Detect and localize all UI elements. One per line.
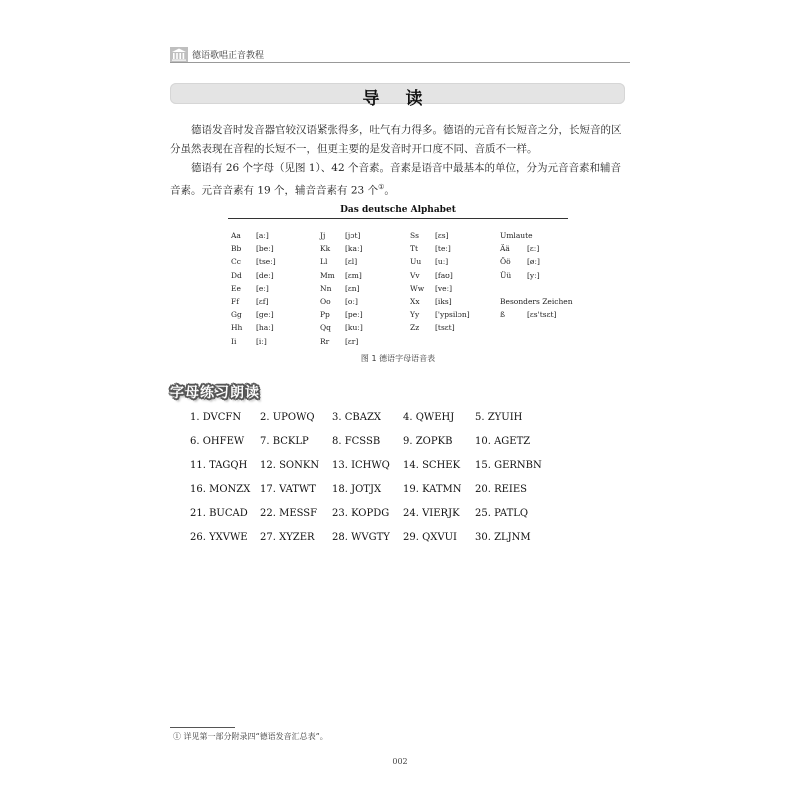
alphabet-row	[231, 229, 311, 242]
letter: Ff	[231, 296, 239, 306]
footnote-divider	[170, 727, 235, 728]
phonetic: [ɛn]	[345, 283, 360, 293]
alphabet-row	[231, 269, 311, 282]
alphabet-row	[320, 229, 400, 242]
running-header	[170, 47, 630, 63]
letter: Cc	[231, 257, 241, 267]
phonetic: [ɛː]	[527, 244, 540, 254]
phonetic: [veː]	[435, 283, 453, 293]
alphabet-row	[231, 321, 311, 334]
exercise-row	[190, 526, 590, 550]
exercise-row	[190, 430, 590, 454]
letter: Ss	[410, 231, 419, 240]
letter: Rr	[320, 336, 330, 346]
exercise-item: 1. DVCFN	[190, 412, 242, 423]
exercise-item: 28. WVGTY	[332, 532, 390, 543]
exercise-item: 4. QWEHJ	[403, 412, 455, 423]
section-title: 字母练习朗读	[170, 385, 260, 401]
phonetic: [aː]	[256, 231, 269, 240]
phonetic: [ɛl]	[345, 257, 358, 267]
phonetic: [kaː]	[345, 244, 363, 254]
special-heading	[500, 295, 590, 308]
alphabet-row	[410, 229, 490, 242]
alphabet-column-3	[410, 229, 490, 335]
letter: Ww	[410, 283, 425, 293]
exercise-row	[190, 406, 590, 430]
figure-caption: 图 1 德语字母语音表	[360, 354, 436, 363]
alphabet-row	[320, 335, 400, 348]
exercise-item: 5. ZYUIH	[475, 412, 523, 423]
alphabet-row	[410, 295, 490, 308]
exercise-row	[190, 454, 590, 478]
alphabet-row	[231, 335, 311, 348]
footnote-marker: ①	[378, 183, 385, 191]
exercise-item: 16. MONZX	[190, 484, 251, 495]
phonetic: ['ypsilɔn]	[435, 310, 470, 320]
exercise-item: 21. BUCAD	[190, 508, 248, 519]
phonetic: [iks]	[435, 296, 452, 306]
alphabet-row	[320, 321, 400, 334]
phonetic: [peː]	[345, 310, 363, 320]
letter: Ii	[231, 336, 237, 346]
exercise-item: 7. BCKLP	[260, 436, 309, 447]
letter: Ää	[500, 244, 510, 254]
phonetic: [deː]	[256, 270, 274, 280]
intro-paragraph-1: 德语发音时发音器官较汉语紧张得多，吐气有力得多。德语的元音有长短音之分，长短音的区分虽然表现在音程的长短不一，但更主要的是发音时开口度不同、音质不一样。	[170, 124, 622, 155]
letter: Üü	[500, 270, 512, 280]
intro-paragraph-2-text: 德语有 26 个字母（见图 1）、42 个音素。音素是语音中最基本的单位，分为元音音素和辅音音素。元音音素有 19 个，辅音音素有 23 个	[170, 162, 622, 197]
alphabet-row	[231, 255, 311, 268]
phonetic: [teː]	[435, 244, 451, 254]
exercise-item: 13. ICHWQ	[332, 460, 390, 471]
letter: Gg	[231, 310, 242, 320]
phonetic: [ɛm]	[345, 270, 362, 280]
alphabet-table-title: Das deutsche Alphabet	[340, 205, 456, 215]
exercise-item: 27. XYZER	[260, 532, 315, 543]
exercise-item: 17. VATWT	[260, 484, 316, 495]
letter: Dd	[231, 270, 242, 280]
exercise-item: 26. YXVWE	[190, 532, 248, 543]
letter: Oo	[320, 296, 331, 306]
page-number: 002	[392, 757, 408, 766]
letter: Tt	[410, 244, 419, 254]
phonetic: [beː]	[256, 244, 274, 254]
letter: Bb	[231, 244, 242, 254]
exercise-item: 25. PATLQ	[475, 508, 529, 519]
alphabet-table-rule	[228, 218, 568, 219]
intro-paragraph-2-end: 。	[384, 184, 395, 197]
letter: ß	[500, 310, 506, 320]
letter: Yy	[410, 310, 420, 320]
alphabet-row	[231, 308, 311, 321]
letter: Ll	[320, 257, 328, 267]
phonetic: [kuː]	[345, 323, 363, 333]
letter: Vv	[410, 270, 420, 280]
exercise-item: 10. AGETZ	[475, 436, 531, 447]
exercise-item: 3. CBAZX	[332, 412, 382, 423]
umlaute-label: Umlaute	[500, 231, 533, 240]
letter: Zz	[410, 323, 420, 333]
exercise-item: 14. SCHEK	[403, 460, 461, 471]
alphabet-column-1	[231, 229, 311, 348]
alphabet-row	[320, 282, 400, 295]
alphabet-row	[231, 295, 311, 308]
header-divider	[170, 62, 630, 63]
letter: Jj	[320, 231, 326, 240]
phonetic: [geː]	[256, 310, 274, 320]
phonetic: [eː]	[256, 283, 269, 293]
section-banner	[170, 83, 625, 109]
phonetic: [tsɛt]	[435, 323, 455, 333]
special-label: Besonders Zeichen	[500, 296, 573, 306]
page-title: 导 读	[362, 89, 433, 109]
letter: Aa	[231, 231, 241, 240]
exercise-item: 23. KOPDG	[332, 508, 390, 519]
intro-paragraph-2	[170, 159, 630, 201]
phonetic: [yː]	[527, 270, 540, 280]
phonetic: [tseː]	[256, 257, 276, 267]
umlaute-heading	[500, 229, 590, 242]
phonetic: [ɛs'tsɛt]	[527, 310, 557, 320]
phonetic: [iː]	[256, 336, 267, 346]
exercise-item: 9. ZOPKB	[403, 436, 453, 447]
section-heading	[170, 383, 262, 405]
alphabet-row-spacer	[500, 282, 590, 295]
exercise-item: 2. UPOWQ	[260, 412, 315, 423]
alphabet-row	[320, 295, 400, 308]
exercise-item: 8. FCSSB	[332, 436, 381, 447]
alphabet-row	[231, 282, 311, 295]
letter: Öö	[500, 257, 511, 267]
letter: Pp	[320, 310, 330, 320]
phonetic: [uː]	[435, 257, 449, 267]
alphabet-row	[500, 242, 590, 255]
exercise-row	[190, 502, 590, 526]
phonetic: [haː]	[256, 323, 274, 333]
phonetic: [ɛr]	[345, 336, 359, 346]
exercise-row	[190, 478, 590, 502]
alphabet-row	[410, 242, 490, 255]
alphabet-column-4	[500, 229, 590, 321]
alphabet-row	[320, 255, 400, 268]
alphabet-row	[410, 255, 490, 268]
exercise-item: 29. QXVUI	[403, 532, 457, 543]
exercise-item: 15. GERNBN	[475, 460, 542, 471]
alphabet-column-2	[320, 229, 400, 348]
alphabet-row	[500, 255, 590, 268]
building-columns-icon	[170, 47, 188, 62]
letter: Hh	[231, 323, 243, 333]
alphabet-row	[410, 321, 490, 334]
exercise-item: 18. JOTJX	[332, 484, 382, 495]
alphabet-row	[320, 242, 400, 255]
exercise-item: 19. KATMN	[403, 484, 462, 495]
exercise-item: 30. ZLJNM	[475, 532, 531, 543]
alphabet-row	[410, 282, 490, 295]
letter: Uu	[410, 257, 422, 267]
exercise-item: 20. REIES	[475, 484, 528, 495]
exercise-list	[190, 406, 590, 550]
phonetic: [oː]	[345, 296, 358, 306]
letter: Mm	[320, 270, 335, 280]
alphabet-row	[410, 269, 490, 282]
alphabet-row	[231, 242, 311, 255]
book-title: 德语歌唱正音教程	[192, 51, 265, 61]
exercise-item: 11. TAGQH	[190, 460, 248, 471]
alphabet-row	[500, 269, 590, 282]
alphabet-row	[410, 308, 490, 321]
exercise-item: 22. MESSF	[260, 508, 318, 519]
alphabet-row	[320, 308, 400, 321]
letter: Nn	[320, 283, 332, 293]
phonetic: [jɔt]	[345, 231, 361, 240]
letter: Kk	[320, 244, 331, 254]
exercise-item: 6. OHFEW	[190, 436, 245, 447]
letter: Qq	[320, 323, 331, 333]
exercise-item: 24. VIERJK	[403, 508, 460, 519]
phonetic: [faʊ]	[435, 270, 453, 280]
alphabet-row	[500, 308, 590, 321]
footnote: ① 详见第一部分附录四“德语发音汇总表”。	[173, 732, 328, 741]
phonetic: [ɛs]	[435, 231, 449, 240]
phonetic: [ɛf]	[256, 296, 269, 306]
exercise-item: 12. SONKN	[260, 460, 320, 471]
phonetic: [øː]	[527, 257, 540, 267]
alphabet-row	[320, 269, 400, 282]
letter: Ee	[231, 283, 241, 293]
letter: Xx	[410, 296, 420, 306]
